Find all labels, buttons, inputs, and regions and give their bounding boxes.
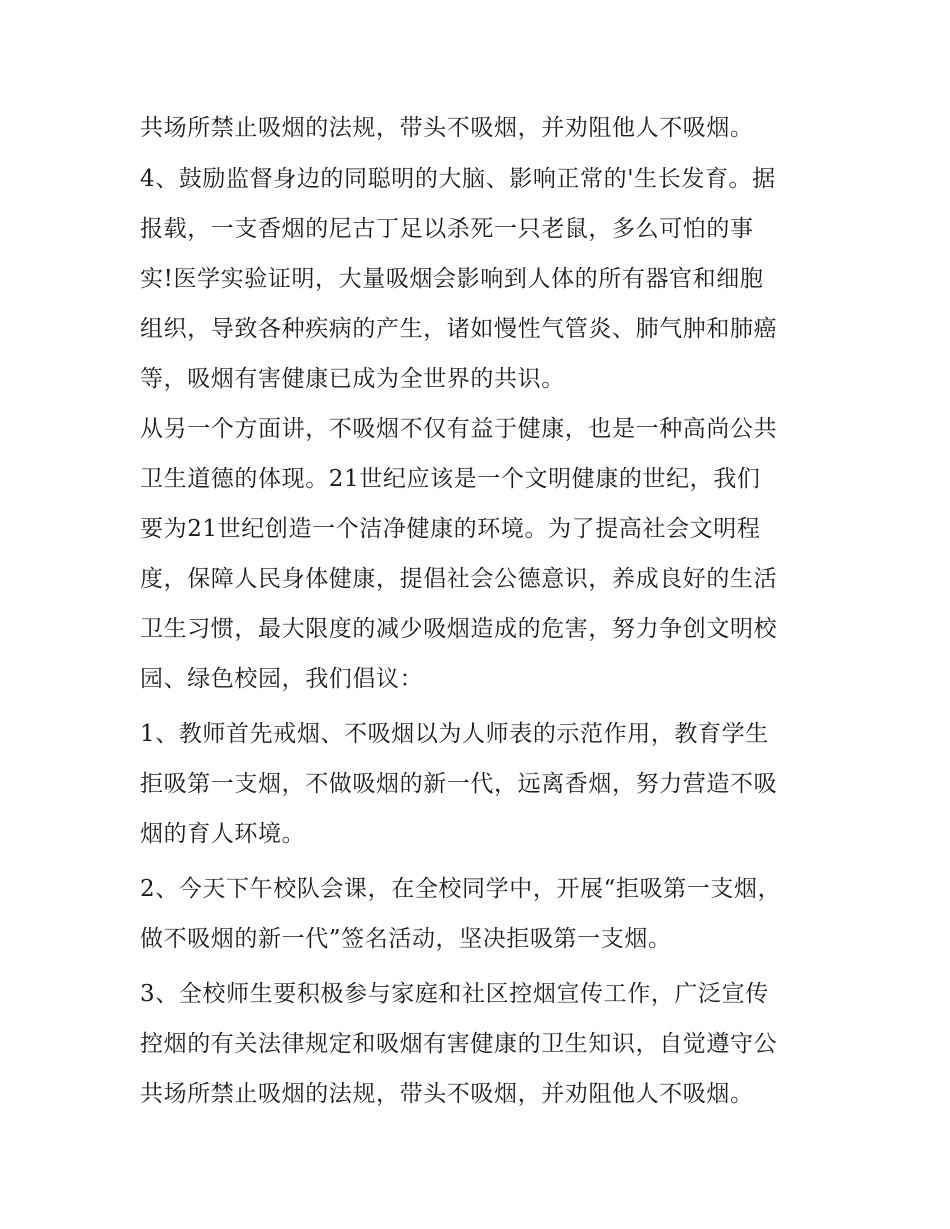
text-line: 园、绿色校园，我们倡议： [140, 666, 424, 692]
text-line: 报载，一支香烟的尼古丁足以杀死一只老鼠，多么可怕的事 [140, 216, 754, 242]
text-line: 共场所禁止吸烟的法规，带头不吸烟，并劝阻他人不吸烟。 [140, 1081, 754, 1107]
text-line: 拒吸第一支烟，不做吸烟的新一代，远离香烟，努力营造不吸 [140, 771, 778, 797]
text-line: 1、教师首先戒烟、不吸烟以为人师表的示范作用，教育学生 [140, 721, 769, 747]
text-line: 烟的育人环境。 [140, 821, 306, 847]
text-line: 4、鼓励监督身边的同聪明的大脑、影响正常的'生长发育。据 [140, 166, 776, 192]
text-line: 3、全校师生要积极参与家庭和社区控烟宣传工作，广泛宣传 [140, 981, 769, 1007]
text-line: 共场所禁止吸烟的法规，带头不吸烟，并劝阻他人不吸烟。 [140, 115, 754, 141]
text-line: 卫生道德的体现。21世纪应该是一个文明健康的世纪，我们 [140, 466, 761, 492]
text-line: 卫生习惯，最大限度的减少吸烟造成的危害，努力争创文明校 [140, 616, 778, 642]
text-line: 要为21世纪创造一个洁净健康的环境。为了提高社会文明程 [140, 516, 761, 542]
text-line: 2、今天下午校队会课，在全校同学中，开展“拒吸第一支烟， [140, 876, 782, 902]
text-line: 等，吸烟有害健康已成为全世界的共识。 [140, 366, 565, 392]
text-line: 从另一个方面讲，不吸烟不仅有益于健康，也是一种高尚公共 [140, 416, 778, 442]
text-line: 度，保障人民身体健康，提倡社会公德意识，养成良好的生活 [140, 566, 778, 592]
text-line: 组织，导致各种疾病的产生，诸如慢性气管炎、肺气肿和肺癌 [140, 316, 778, 342]
text-line: 实!医学实验证明，大量吸烟会影响到人体的所有器官和细胞 [140, 266, 764, 292]
text-line: 做不吸烟的新一代”签名活动，坚决拒吸第一支烟。 [140, 926, 672, 952]
text-line: 控烟的有关法律规定和吸烟有害健康的卫生知识，自觉遵守公 [140, 1031, 778, 1057]
